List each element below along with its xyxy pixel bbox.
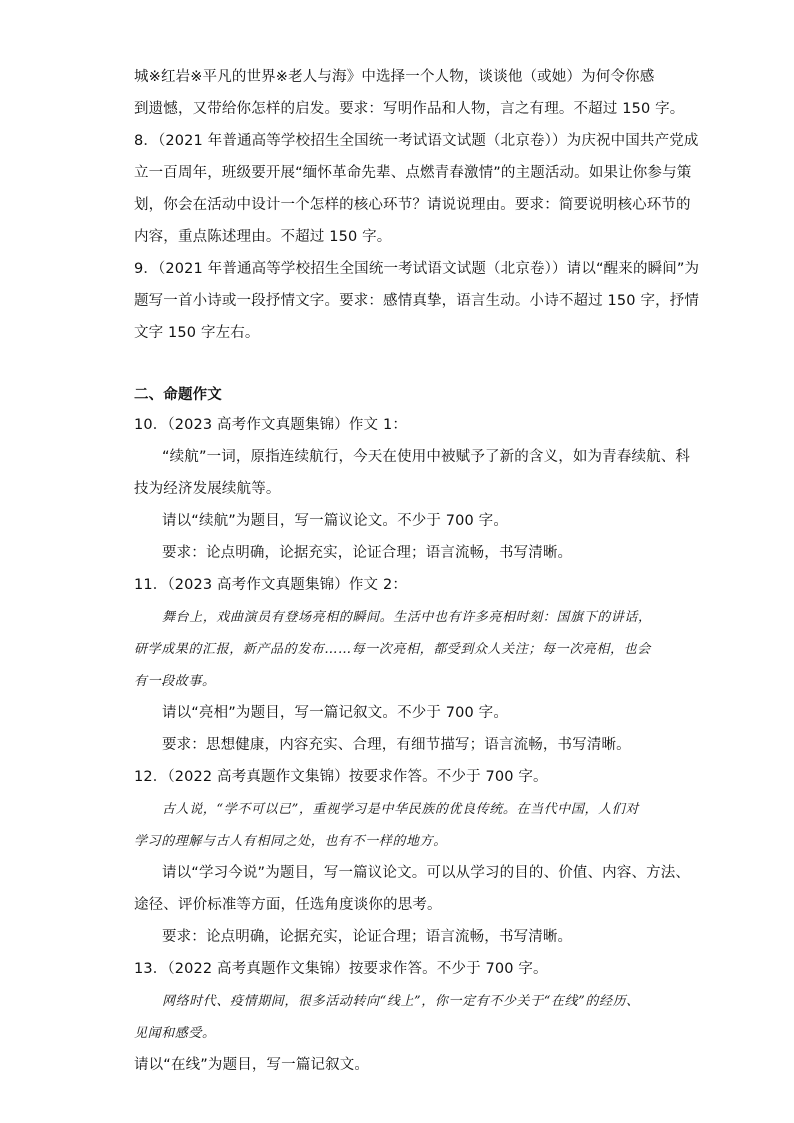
q12-instruction-line-1: 请以“学习今说”为题目，写一篇议论文。可以从学习的目的、价值、内容、方法、 [162,865,691,881]
q8-line-1: 8．（2021 年普通高等学校招生全国统一考试语文试题（北京卷））为庆祝中国共产党成 [134,133,699,149]
q8-line-3: 划，你会在活动中设计一个怎样的核心环节？请说说理由。要求：简要说明核心环节的 [134,197,691,213]
q8-line-2: 立一百周年，班级要开展“缅怀革命先辈、点燃青春激情”的主题活动。如果让你参与策 [134,165,692,181]
section-heading: 二、命题作文 [134,387,222,403]
q11-quote-line-2: 研学成果的汇报，新产品的发布……每一次亮相，都受到众人关注；每一次亮相，也会 [134,642,651,657]
q13-quote-line-1: 网络时代、疫情期间，很多活动转向“线上”，你一定有不少关于“在线”的经历、 [162,994,640,1009]
q9-line-1: 9．（2021 年普通高等学校招生全国统一考试语文试题（北京卷））请以“醒来的瞬间”为 [134,261,700,277]
q12-quote-line-1: 古人说，“学不可以已”，重视学习是中华民族的优良传统。在当代中国，人们对 [162,802,639,817]
q11-quote-line-3: 有一段故事。 [134,674,216,689]
continuation-line-1: 城※红岩※平凡的世界※老人与海》中选择一个人物，谈谈他（或她）为何令你感 [134,69,655,85]
q9-line-2: 题写一首小诗或一段抒情文字。要求：感情真挚，语言生动。小诗不超过 150 字，抒情 [134,293,700,309]
q12-requirement: 要求：论点明确，论据充实，论证合理；语言流畅，书写清晰。 [162,929,573,945]
q12-instruction-line-2: 途径、评价标准等方面，任选角度谈你的思考。 [134,897,442,913]
q12-quote-line-2: 学习的理解与古人有相同之处，也有不一样的地方。 [134,834,447,849]
continuation-line-2: 到遗憾，又带给你怎样的启发。要求：写明作品和人物，言之有理。不超过 150 字。 [134,101,685,117]
q13-instruction: 请以“在线”为题目，写一篇记叙文。 [134,1057,370,1073]
q12-header: 12．（2022 高考真题作文集锦）按要求作答。不少于 700 字。 [134,769,548,785]
q11-quote-line-1: 舞台上，戏曲演员有登场亮相的瞬间。生活中也有许多亮相时刻：国旗下的讲话， [162,610,652,625]
q10-instruction: 请以“续航”为题目，写一篇议论文。不少于 700 字。 [162,513,508,529]
q10-requirement: 要求：论点明确，论据充实，论证合理；语言流畅，书写清晰。 [162,545,573,561]
q13-quote-line-2: 见闻和感受。 [134,1026,216,1041]
q13-header: 13．（2022 高考真题作文集锦）按要求作答。不少于 700 字。 [134,961,548,977]
q11-instruction: 请以“亮相”为题目，写一篇记叙文。不少于 700 字。 [162,705,508,721]
q10-header: 10．（2023 高考作文真题集锦）作文 1： [134,417,407,433]
q11-header: 11．（2023 高考作文真题集锦）作文 2： [134,577,407,593]
q10-body-line-1: “续航”一词，原指连续航行，今天在使用中被赋予了新的含义，如为青春续航、科 [162,449,691,465]
q10-body-line-2: 技为经济发展续航等。 [134,481,281,497]
q11-requirement: 要求：思想健康，内容充实、合理，有细节描写；语言流畅，书写清晰。 [162,737,631,753]
q8-line-4: 内容，重点陈述理由。不超过 150 字。 [134,229,392,245]
q9-line-3: 文字 150 字左右。 [134,325,260,341]
